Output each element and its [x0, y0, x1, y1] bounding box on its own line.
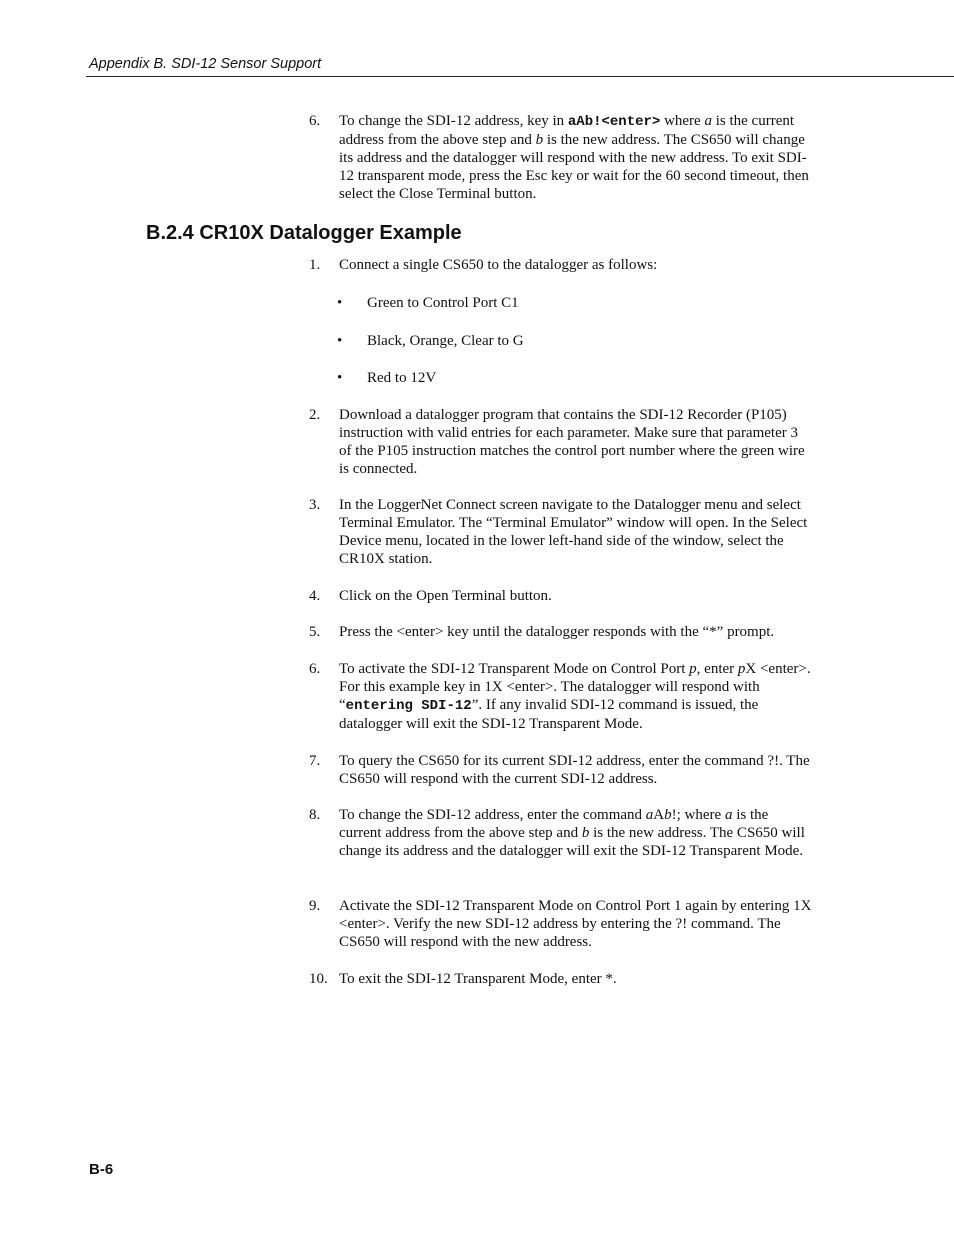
running-header: Appendix B. SDI-12 Sensor Support [89, 56, 322, 72]
list-text: Activate the SDI-12 Transparent Mode on Control Port 1 again by entering 1X <enter>. Verify the new SDI-12 address by entering the ?! command. The CS650 will respond with the new address. [339, 898, 812, 950]
list-number: 6. [309, 661, 321, 677]
list-text: To change the SDI-12 address, enter the command aAb!; where a is the current address from the above step and b is the new address. The CS650 will change its address and the datalogger will exit the SDI-12 Transparent Mode. [339, 807, 805, 859]
list-number: 2. [309, 407, 321, 423]
bullet-marker: • [337, 370, 343, 386]
bullet-item [337, 294, 519, 312]
list-item-step-9 [309, 897, 814, 951]
bullet-item [337, 369, 436, 387]
list-text: Connect a single CS650 to the datalogger as follows: [339, 257, 658, 273]
list-number: 3. [309, 497, 321, 513]
list-text: Press the <enter> key until the datalogger responds with the “*” prompt. [339, 624, 775, 640]
list-item-pre-6 [309, 112, 814, 203]
list-number: 4. [309, 588, 321, 604]
list-number: 8. [309, 807, 321, 823]
section-heading: B.2.4 CR10X Datalogger Example [146, 222, 462, 244]
header-rule [86, 76, 954, 77]
list-item-step-4 [309, 587, 814, 605]
list-number: 6. [309, 113, 321, 129]
bullet-item [337, 332, 524, 350]
list-text: To query the CS650 for its current SDI-12 address, enter the command ?!. The CS650 will respond with the current SDI-12 address. [339, 753, 810, 787]
list-item-step-2 [309, 406, 814, 478]
page-number: B-6 [89, 1161, 114, 1178]
bullet-text: Red to 12V [367, 370, 437, 386]
list-number: 1. [309, 257, 321, 273]
list-item-step-8 [309, 806, 814, 860]
list-number: 7. [309, 753, 321, 769]
bullet-text: Black, Orange, Clear to G [367, 333, 524, 349]
bullet-text: Green to Control Port C1 [367, 295, 519, 311]
list-item-step-10 [309, 970, 814, 988]
list-item-step-1 [309, 256, 814, 274]
list-text: Click on the Open Terminal button. [339, 588, 552, 604]
list-item-step-3 [309, 496, 814, 568]
list-item-step-7 [309, 752, 814, 788]
list-text: To activate the SDI-12 Transparent Mode on Control Port p, enter pX <enter>. For this example key in 1X <enter>. The datalogger will respond with “entering SDI-12”. If any invalid SDI-12 command is issued, the datalogger will exit the SDI-12 Transparent Mode. [339, 661, 811, 732]
list-number: 5. [309, 624, 321, 640]
list-number: 9. [309, 898, 321, 914]
list-text: Download a datalogger program that contains the SDI-12 Recorder (P105) instruction with valid entries for each parameter. Make sure that parameter 3 of the P105 instruction matches the control port number where the green wire is connected. [339, 407, 805, 477]
list-text: In the LoggerNet Connect screen navigate to the Datalogger menu and select Terminal Emulator. The “Terminal Emulator” window will open. In the Select Device menu, located in the lower left-hand side of the window, select the CR10X station. [339, 497, 808, 567]
list-text: To change the SDI-12 address, key in aAb!<enter> where a is the current address from the above step and b is the new address. The CS650 will change its address and the datalogger will respond with the new address. To exit SDI-12 transparent mode, press the Esc key or wait for the 60 second timeout, then select the Close Terminal button. [339, 113, 809, 202]
list-text: To exit the SDI-12 Transparent Mode, enter *. [339, 971, 617, 987]
bullet-marker: • [337, 333, 343, 349]
list-item-step-5 [309, 623, 814, 641]
list-item-step-6 [309, 660, 814, 733]
list-number: 10. [309, 971, 328, 987]
bullet-marker: • [337, 295, 343, 311]
